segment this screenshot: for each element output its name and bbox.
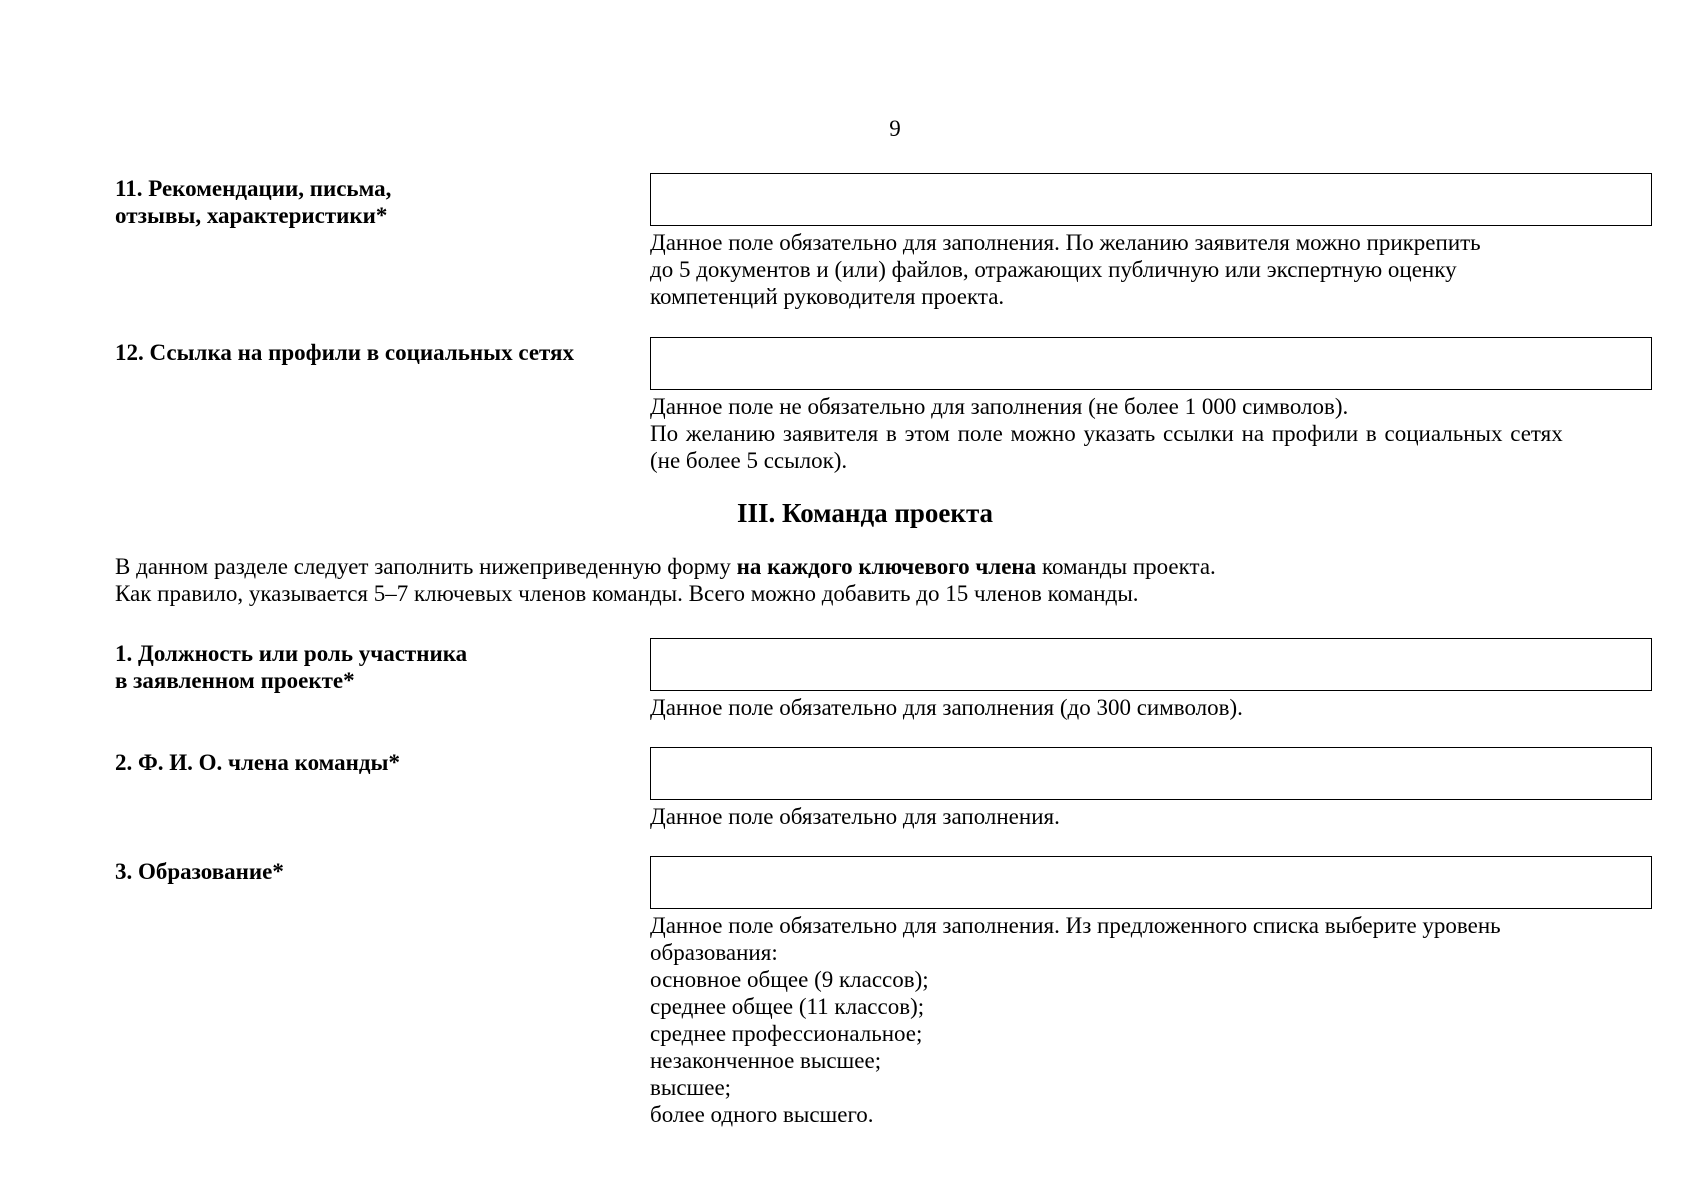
education-option: основное общее (9 классов); xyxy=(650,967,929,992)
education-option: более одного высшего. xyxy=(650,1102,874,1127)
label-line: 2. Ф. И. О. члена команды* xyxy=(115,750,400,775)
member-role-field[interactable] xyxy=(650,638,1652,691)
hint-line: до 5 документов и (или) файлов, отражающих публичную или экспертную оценку xyxy=(650,257,1457,282)
education-option: высшее; xyxy=(650,1075,732,1100)
education-select[interactable] xyxy=(650,856,1652,909)
intro-line: Как правило, указывается 5–7 ключевых членов команды. Всего можно добавить до 15 членов команды. xyxy=(115,581,1139,606)
section-intro xyxy=(115,553,1595,607)
intro-line xyxy=(115,553,1595,580)
hint-line: Данное поле не обязательно для заполнения (не более 1 000 символов). xyxy=(650,394,1349,419)
hint-line: Данное поле обязательно для заполнения. По желанию заявителя можно прикрепить xyxy=(650,230,1481,255)
page-number: 9 xyxy=(889,116,901,141)
intro-text: команды проекта. xyxy=(1036,554,1216,579)
hint-line: образования: xyxy=(650,940,778,965)
label-line: 1. Должность или роль участника xyxy=(115,641,468,666)
hint-line: Данное поле обязательно для заполнения (до 300 символов). xyxy=(650,695,1243,720)
field-label-social-profiles xyxy=(115,339,635,366)
field-label-recommendations xyxy=(115,175,635,229)
education-option: среднее профессиональное; xyxy=(650,1021,923,1046)
hint-line: компетенций руководителя проекта. xyxy=(650,284,1005,309)
intro-text: В данном разделе следует заполнить нижеприведенную форму xyxy=(115,554,737,579)
field-hint-social-profiles xyxy=(650,393,1650,474)
hint-line: Данное поле обязательно для заполнения. xyxy=(650,804,1060,829)
hint-line: По желанию заявителя в этом поле можно указать ссылки на профили в социальных сетях xyxy=(650,421,1563,446)
label-line: в заявленном проекте* xyxy=(115,668,355,693)
field-hint-education xyxy=(650,912,1650,1128)
label-line: 11. Рекомендации, письма, xyxy=(115,176,392,201)
social-profiles-field[interactable] xyxy=(650,337,1652,390)
field-label-education xyxy=(115,858,635,885)
member-name-field[interactable] xyxy=(650,747,1652,800)
field-label-member-role xyxy=(115,640,635,694)
intro-emphasis: на каждого ключевого члена xyxy=(736,554,1037,579)
hint-line: Данное поле обязательно для заполнения. Из предложенного списка выберите уровень xyxy=(650,913,1501,938)
label-line: 12. Ссылка на профили в социальных сетях xyxy=(115,340,574,365)
education-option: незаконченное высшее; xyxy=(650,1048,882,1073)
label-line: 3. Образование* xyxy=(115,859,284,884)
field-hint-member-name xyxy=(650,803,1650,830)
recommendations-field[interactable] xyxy=(650,173,1652,226)
hint-line: (не более 5 ссылок). xyxy=(650,448,848,473)
field-hint-recommendations xyxy=(650,229,1650,310)
label-line: отзывы, характеристики* xyxy=(115,203,388,228)
field-label-member-name xyxy=(115,749,635,776)
field-hint-member-role xyxy=(650,694,1650,721)
education-option: среднее общее (11 классов); xyxy=(650,994,925,1019)
section-title: III. Команда проекта xyxy=(736,498,994,528)
